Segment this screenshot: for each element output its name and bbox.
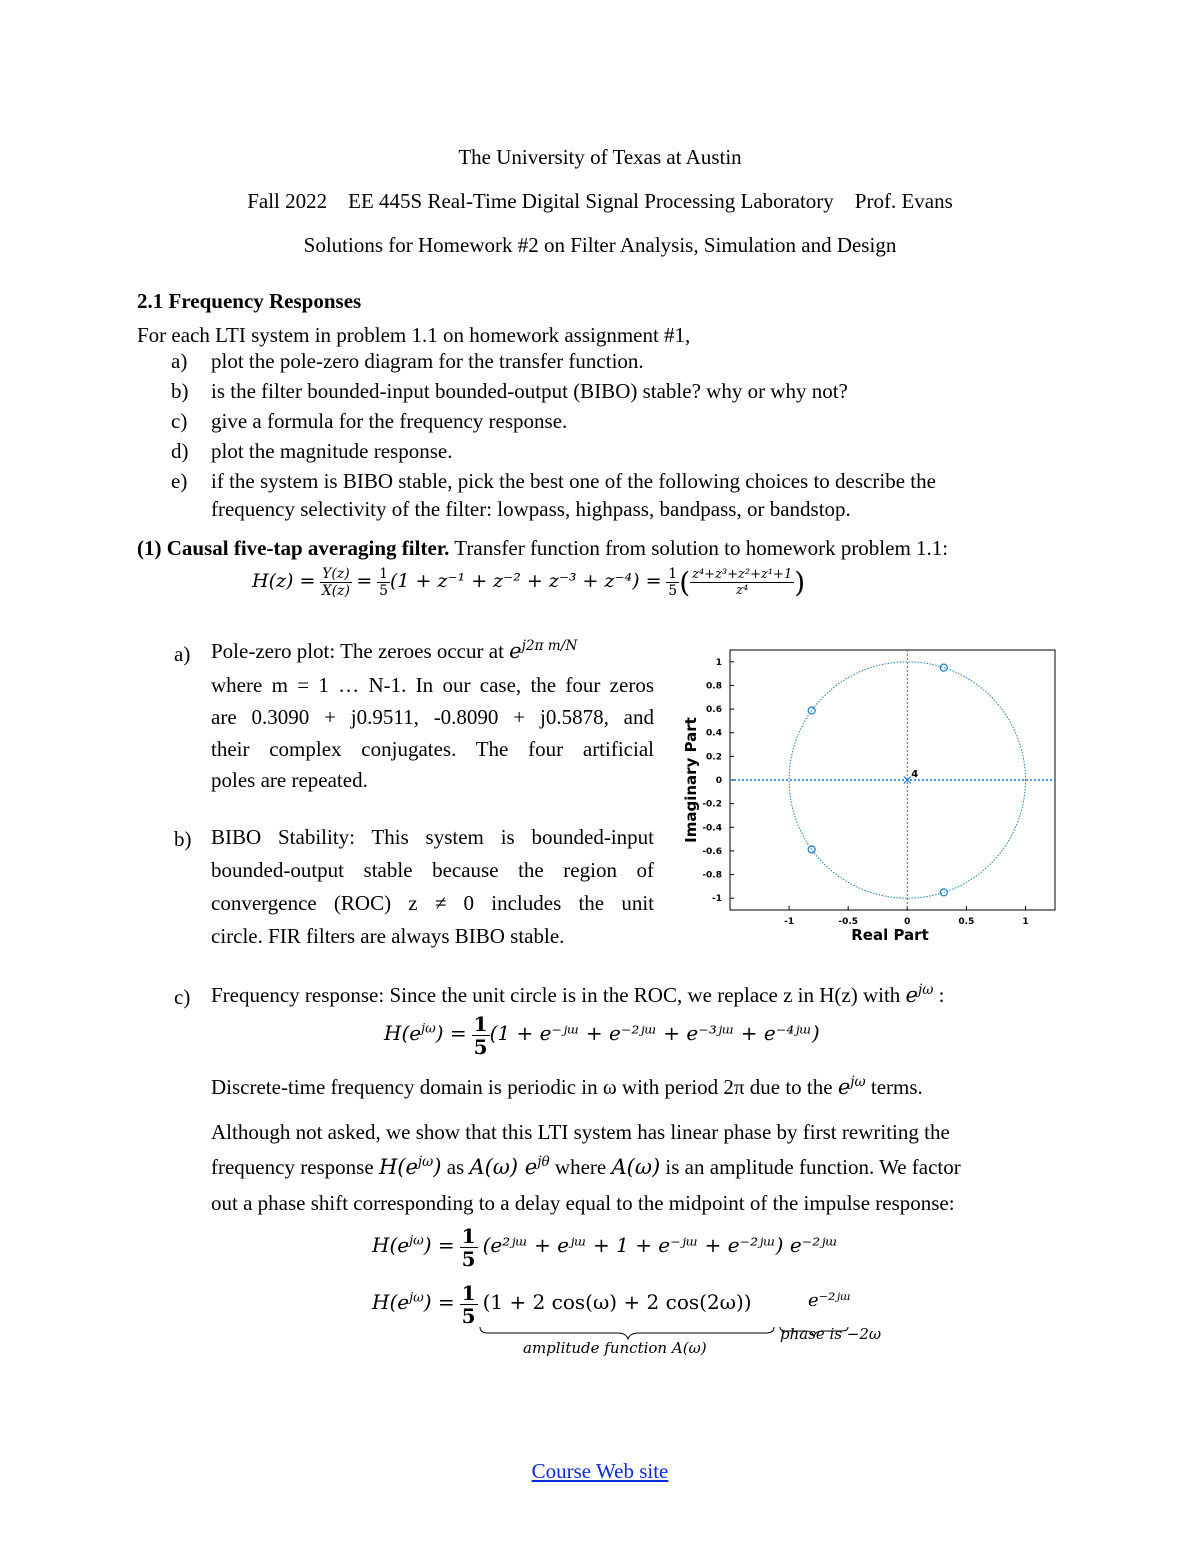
y-tick-label: 0: [715, 776, 722, 786]
part-c-line1: Frequency response: Since the unit circle is in the ROC, we replace z in H(z) with $e^{j\omega}$ :: [211, 982, 945, 1007]
item-text: if the system is BIBO stable, pick the best one of the following choices to describe the: [211, 469, 936, 493]
x-axis-label: Real Part: [851, 926, 929, 944]
problem-heading: [137, 536, 948, 561]
section-heading: 2.1 Frequency Responses: [137, 289, 362, 313]
university-title: The University of Texas at Austin: [458, 145, 742, 169]
y-tick-label: 0.2: [706, 752, 722, 763]
item-letter: e): [171, 469, 188, 493]
y-tick-label: -1: [712, 894, 722, 905]
part-a-line4: their complex conjugates. The four artificial: [211, 737, 654, 761]
x-tick-label: -0.5: [838, 917, 859, 927]
y-tick-label: 0.8: [706, 681, 722, 692]
amplitude-function-label: amplitude function A(ω): [523, 1339, 707, 1357]
amplitude-underbrace: [480, 1327, 774, 1339]
part-a-line1: Pole-zero plot: The zeroes occur at $e^{j2\pi m/N}$: [211, 638, 578, 663]
y-tick-label: 0.6: [706, 705, 722, 716]
item-text: give a formula for the frequency response.: [211, 409, 568, 433]
part-a-line2: where m = 1 … N-1. In our case, the four zeros: [211, 673, 654, 697]
part-b-line3: convergence (ROC) z ≠ 0 includes the unit: [211, 891, 654, 915]
part-a-letter: a): [174, 642, 191, 666]
plot-marks: [730, 650, 1055, 910]
y-tick-label: -0.4: [702, 823, 722, 834]
zero-marker: [808, 846, 815, 853]
section-intro: For each LTI system in problem 1.1 on homework assignment #1,: [137, 323, 691, 347]
y-tick-label: -0.8: [702, 870, 722, 881]
part-b-line1: BIBO Stability: This system is bounded-input: [211, 825, 654, 849]
part-a-line5: poles are repeated.: [211, 768, 368, 792]
footer: [0, 1459, 1200, 1484]
part-a-line3: are 0.3090 + j0.9511, -0.8090 + j0.5878, and: [211, 705, 654, 729]
course-line: Fall 2022 EE 445S Real-Time Digital Signal Processing Laboratory Prof. Evans: [247, 189, 953, 213]
item-letter: a): [171, 349, 188, 373]
linear-phase-para-line1: Although not asked, we show that this LTI system has linear phase by first rewriting the: [211, 1120, 950, 1144]
linear-phase-para-line3: out a phase shift corresponding to a delay equal to the midpoint of the impulse response:: [211, 1191, 955, 1215]
part-c-letter: c): [174, 985, 191, 1009]
item-text: plot the pole-zero diagram for the transfer function.: [211, 349, 644, 373]
part-b-line2: bounded-output stable because the region of: [211, 858, 654, 882]
periodic-note: Discrete-time frequency domain is periodic in ω with period 2π due to the $e^{j\omega}$ terms.: [211, 1074, 923, 1099]
item-text: frequency selectivity of the filter: lowpass, highpass, bandpass, or bandstop.: [211, 497, 851, 521]
item-text: plot the magnitude response.: [211, 439, 453, 463]
x-tick-label: 0.5: [958, 917, 975, 927]
linear-phase-para-line2: frequency response $H(e^{j\omega})$ as A(ω) $e^{j\theta}$ where A(ω) is an amplitude function. We factor: [211, 1154, 961, 1179]
problem-subtitle: Transfer function from solution to homework problem 1.1:: [449, 536, 949, 560]
document-title: Solutions for Homework #2 on Filter Analysis, Simulation and Design: [303, 233, 897, 257]
problem-title: (1) Causal five-tap averaging filter.: [137, 536, 450, 560]
item-letter: c): [171, 409, 188, 433]
tick-marks: [702, 658, 1028, 927]
y-tick-label: -0.2: [702, 799, 722, 810]
factored-equation: $H(e^{j\omega})$ = $\frac{1}{5}$ (e²ʲᵚ + eʲᵚ + 1 + e⁻ʲᵚ + e⁻²ʲᵚ) e⁻²ʲᵚ: [372, 1224, 838, 1271]
x-tick-label: -1: [784, 917, 795, 927]
phase-label: phase is −2ω: [780, 1325, 882, 1343]
zero-marker: [940, 664, 947, 671]
part-b-line4: circle. FIR filters are always BIBO stable.: [211, 924, 565, 948]
item-letter: b): [171, 379, 189, 403]
phase-term: e⁻²ʲᵚ: [808, 1290, 852, 1311]
item-text: is the filter bounded-input bounded-output (BIBO) stable? why or why not?: [211, 379, 848, 403]
y-tick-label: 0.4: [706, 728, 722, 739]
x-tick-label: 1: [1022, 917, 1029, 927]
frequency-response-equation: $H(e^{j\omega})$ = $\frac{1}{5}$ (1 + e⁻ʲᵚ + e⁻²ʲᵚ + e⁻³ʲᵚ + e⁻⁴ʲᵚ): [384, 1012, 820, 1059]
amplitude-equation: $H(e^{j\omega})$ = $\frac{1}{5}$ (1 + 2 cos(ω) + 2 cos(2ω)): [372, 1281, 752, 1328]
y-tick-label: 1: [715, 657, 722, 668]
y-tick-label: -0.6: [702, 846, 722, 857]
course-web-site-link[interactable]: Course Web site: [531, 1459, 669, 1483]
y-axis-label: Imaginary Part: [682, 717, 700, 843]
x-tick-label: 0: [904, 917, 911, 927]
pole-zero-plot: [680, 640, 1080, 950]
part-b-letter: b): [174, 827, 192, 851]
transfer-function-equation: H(z) = $\frac{Y(z)}{X(z)}$ = $\frac{1}{5}$ (1 + z⁻¹ + z⁻² + z⁻³ + z⁻⁴) = $\frac{1}{5}$ ( $\frac{\text{z⁴+z³+z²+z¹+1}}{\text{z⁴}}$ ): [252, 566, 806, 599]
pole-multiplicity-label: 4: [911, 769, 919, 780]
item-letter: d): [171, 439, 189, 463]
